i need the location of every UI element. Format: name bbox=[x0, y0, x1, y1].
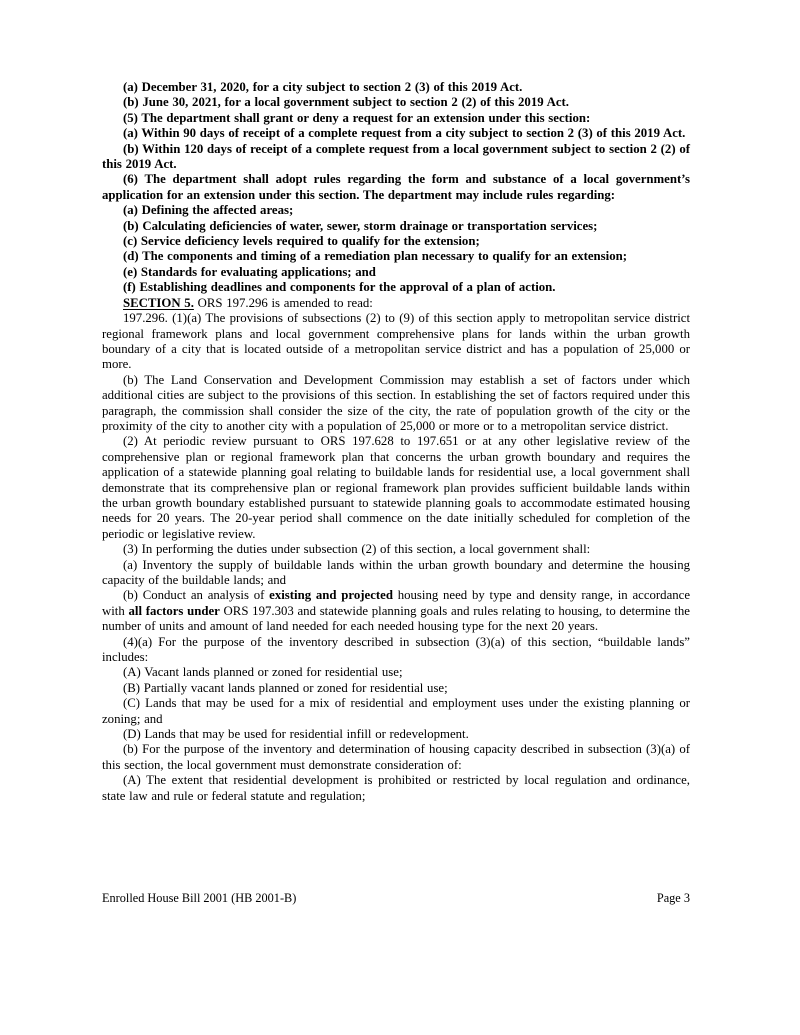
paragraph bbox=[102, 265, 690, 280]
bold-text: (d) The components and timing of a remediation plan necessary to qualify for an extension; bbox=[123, 249, 627, 264]
bold-text: (6) The department shall adopt rules regarding the form and substance of a local government’s application for an extension under this section. The department may include rules regarding: bbox=[102, 172, 690, 202]
paragraph bbox=[102, 681, 690, 696]
paragraph bbox=[102, 588, 690, 634]
paragraph bbox=[102, 373, 690, 435]
bold-text: (a) Defining the affected areas; bbox=[123, 203, 294, 218]
text-run: 197.296. (1)(a) The provisions of subsections (2) to (9) of this section apply to metropolitan service district regional framework plans and local government comprehensive plans for lands within the urban growth boundary of a city that is located outside of a metropolitan service district and has a population of 25,000 or more. bbox=[102, 311, 690, 372]
text-run: (2) At periodic review pursuant to ORS 197.628 to 197.651 or at any other legislative review of the comprehensive plan or regional framework plan that concerns the urban growth boundary and requires the application of a statewide planning goal relating to buildable lands for residential use, a local government shall demonstrate that its comprehensive plan or regional framework plan provides sufficient buildable lands within the urban growth boundary established pursuant to statewide planning goals to accommodate estimated housing needs for 20 years. The 20-year period shall commence on the date initially scheduled for completion of the periodic or legislative review. bbox=[102, 434, 690, 541]
paragraph bbox=[102, 80, 690, 95]
text-run: (b) Conduct an analysis of bbox=[123, 588, 270, 603]
text-run: (A) The extent that residential development is prohibited or restricted by local regulation and ordinance, state law and rule or federal statute and regulation; bbox=[102, 773, 690, 803]
footer-page-number: Page 3 bbox=[656, 891, 690, 905]
paragraph bbox=[102, 311, 690, 373]
paragraph bbox=[102, 696, 690, 727]
paragraph bbox=[102, 635, 690, 666]
paragraph bbox=[102, 203, 690, 218]
paragraph bbox=[102, 172, 690, 203]
bold-text: (c) Service deficiency levels required to qualify for the extension; bbox=[123, 234, 480, 249]
bold-text: all factors under bbox=[128, 603, 220, 618]
bold-text: (5) The department shall grant or deny a request for an extension under this section: bbox=[123, 110, 591, 125]
text-run: ORS 197.296 is amended to read: bbox=[193, 295, 373, 310]
paragraph bbox=[102, 95, 690, 110]
paragraph bbox=[102, 773, 690, 804]
paragraph bbox=[102, 249, 690, 264]
page-footer bbox=[102, 891, 690, 906]
paragraph bbox=[102, 142, 690, 173]
text-run: (C) Lands that may be used for a mix of residential and employment uses under the existing planning or zoning; and bbox=[102, 696, 690, 726]
paragraph bbox=[102, 111, 690, 126]
bold-text: (b) Within 120 days of receipt of a complete request from a local government subject to section 2 (2) of this 2019 Act. bbox=[102, 141, 690, 172]
bold-text: (b) June 30, 2021, for a local government subject to section 2 (2) of this 2019 Act. bbox=[123, 95, 570, 110]
text-run: (A) Vacant lands planned or zoned for residential use; bbox=[123, 665, 403, 680]
paragraph bbox=[102, 665, 690, 680]
document-body bbox=[102, 80, 690, 804]
paragraph bbox=[102, 280, 690, 295]
paragraph bbox=[102, 126, 690, 141]
paragraph bbox=[102, 296, 690, 311]
text-run: (D) Lands that may be used for residential infill or redevelopment. bbox=[123, 727, 469, 742]
paragraph bbox=[102, 434, 690, 542]
paragraph bbox=[102, 542, 690, 557]
text-run: (4)(a) For the purpose of the inventory described in subsection (3)(a) of this section, “buildable lands” includes: bbox=[102, 634, 690, 665]
text-run: (b) For the purpose of the inventory and determination of housing capacity described in subsection (3)(a) of this section, the local government must demonstrate consideration of: bbox=[102, 742, 690, 772]
footer-bill-title: Enrolled House Bill 2001 (HB 2001-B) bbox=[102, 891, 297, 905]
bold-text: (a) Within 90 days of receipt of a complete request from a city subject to section 2 (3) of this 2019 Act. bbox=[123, 126, 686, 141]
text-run: ORS 197.303 and statewide planning goals and rules relating to housing, to determine the number of units and amount of land needed for each needed housing type for the next 20 years. bbox=[102, 603, 690, 634]
paragraph bbox=[102, 558, 690, 589]
paragraph bbox=[102, 742, 690, 773]
text-run: (B) Partially vacant lands planned or zoned for residential use; bbox=[123, 680, 448, 695]
paragraph bbox=[102, 234, 690, 249]
section-heading-text: SECTION 5. bbox=[123, 295, 194, 310]
paragraph bbox=[102, 727, 690, 742]
bold-text: existing and projected bbox=[269, 588, 393, 603]
text-run: (a) Inventory the supply of buildable lands within the urban growth boundary and determine the housing capacity of the buildable lands; and bbox=[102, 557, 690, 587]
bold-text: (f) Establishing deadlines and components for the approval of a plan of action. bbox=[123, 280, 556, 295]
bold-text: (a) December 31, 2020, for a city subject to section 2 (3) of this 2019 Act. bbox=[123, 80, 523, 94]
bold-text: (e) Standards for evaluating applications; and bbox=[123, 264, 376, 279]
text-run: (3) In performing the duties under subsection (2) of this section, a local government shall: bbox=[123, 542, 591, 557]
text-run: (b) The Land Conservation and Development Commission may establish a set of factors under which additional cities are subject to the provisions of this section. In establishing the set of factors required under this paragraph, the commission shall consider the size of the city, the rate of population growth of the city or the proximity of the city to another city with a population of 25,000 or more or to a metropolitan service district. bbox=[102, 372, 690, 433]
paragraph bbox=[102, 219, 690, 234]
bold-text: (b) Calculating deficiencies of water, sewer, storm drainage or transportation services; bbox=[123, 218, 598, 233]
text-run: housing need by type and density range, in accordance with bbox=[102, 588, 691, 618]
